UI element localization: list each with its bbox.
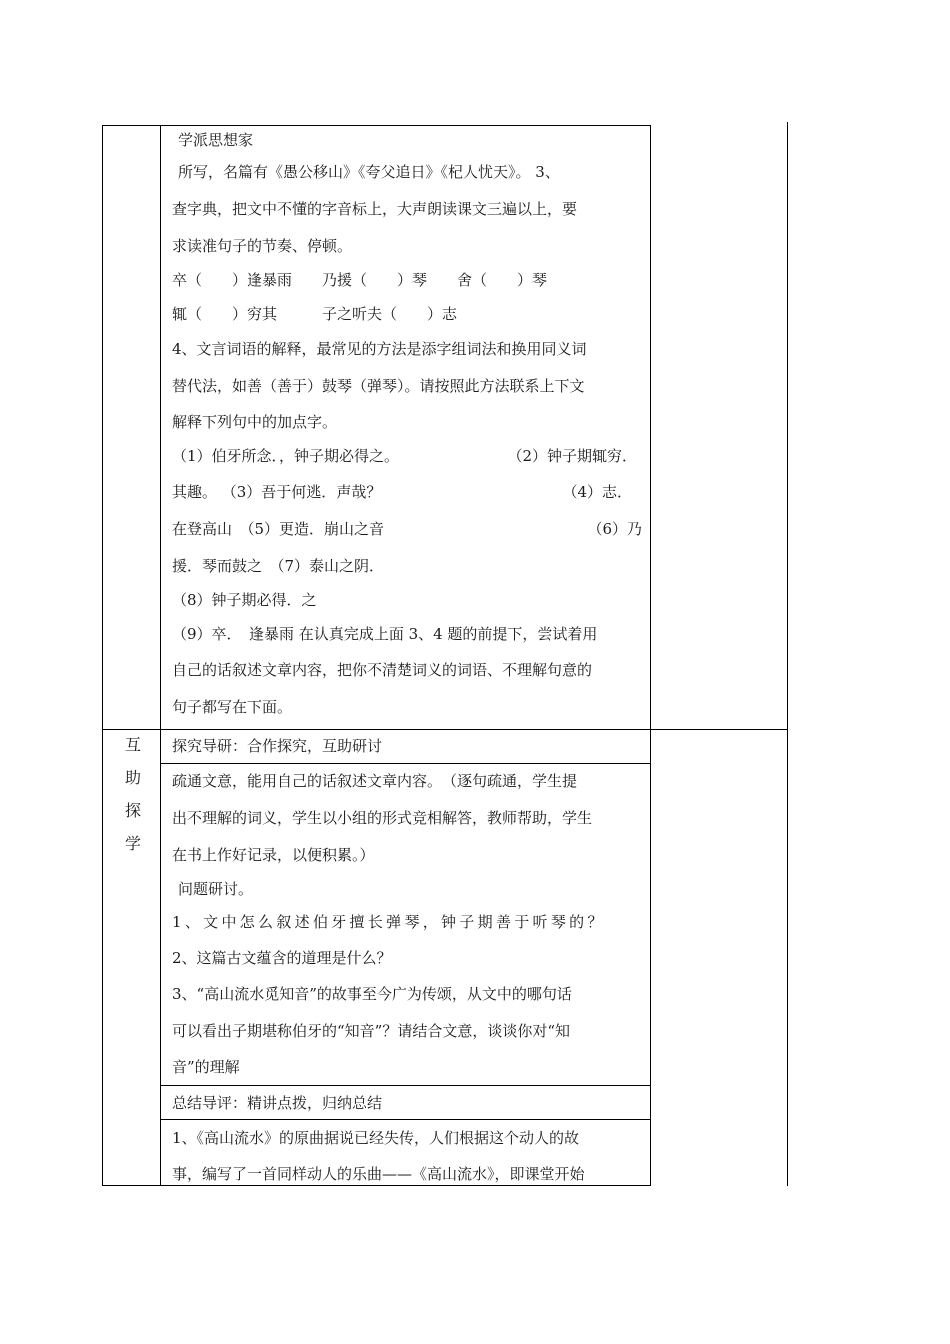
question-row-5: （8）钟子期必得．之	[172, 591, 317, 609]
section-label-char-1: 互	[124, 735, 141, 754]
section-label-char-3: 探	[124, 801, 141, 820]
intro-line-4: 求读准句子的节奏、停顿。	[172, 237, 353, 255]
intro-line-q7: 自己的话叙述文章内容，把你不清楚词义的词语、不理解句意的	[172, 661, 593, 679]
question-3: 其趣。 （3）吾于何逃．声哉？	[172, 483, 382, 501]
section-paragraph-4: 问题研讨。	[178, 880, 254, 898]
section-question-3-line-1: 3、“高山流水觅知音”的故事至今广为传颂，从文中的哪句话	[172, 985, 572, 1003]
intro-line-3: 查字典，把文中不懂的字音标上，大声朗读课文三遍以上，要	[172, 200, 578, 218]
intro-line-1: 学派思想家	[178, 131, 254, 149]
column-divider-content	[650, 125, 651, 1186]
section-heading: 探究导研：合作探究，互助研讨	[172, 737, 383, 755]
section-label-char-2: 助	[124, 768, 141, 787]
section-question-3-line-3: 音”的理解	[172, 1058, 240, 1076]
intro-line-q8: 句子都写在下面。	[172, 698, 293, 716]
question-row-3	[172, 519, 642, 539]
table-right-border	[787, 122, 788, 1186]
question-row-4: 援．琴而鼓之 （7）泰山之阴．	[172, 557, 385, 575]
table-top-border	[102, 125, 650, 126]
column-divider-label	[160, 125, 161, 1186]
pronunciation-line-2: 辄（ ）穷其 子之听夫（ ）志	[172, 305, 458, 323]
question-5: 在登高山 （5）更造．崩山之音	[172, 520, 385, 538]
section-question-3-line-2: 可以看出子期堪称伯牙的“知音”？请结合文意，谈谈你对“知	[172, 1022, 571, 1040]
section-paragraph-3: 在书上作好记录，以便积累。）	[172, 846, 375, 864]
table-bottom-border	[102, 1185, 650, 1186]
question-row-1	[172, 446, 637, 466]
row-divider-3	[160, 1085, 650, 1086]
intro-line-7: 4、文言词语的解释，最常见的方法是添字组词法和换用同义词	[172, 340, 587, 358]
question-row-6: （9）卒． 逢暴雨 在认真完成上面 3、4 题的前提下，尝试着用	[172, 625, 598, 643]
summary-heading: 总结导评：精讲点拨，归纳总结	[172, 1094, 383, 1112]
intro-line-9: 解释下列句中的加点字。	[172, 413, 338, 431]
question-row-2	[172, 482, 632, 502]
section-question-1: 1、文中怎么叙述伯牙擅长弹琴，钟子期善于听琴的？	[172, 913, 606, 931]
section-question-2: 2、这篇古文蕴含的道理是什么？	[172, 949, 392, 967]
section-paragraph-2: 出不理解的词义，学生以小组的形式竞相解答，教师帮助，学生	[172, 809, 593, 827]
row-divider-4	[160, 1119, 650, 1120]
summary-paragraph-1: 1、《高山流水》的原曲据说已经失传，人们根据这个动人的故	[172, 1129, 580, 1147]
question-1: （1）伯牙所念．，钟子期必得之。	[172, 447, 400, 465]
question-4: （4）志．	[562, 483, 632, 501]
row-divider-1	[102, 729, 788, 730]
section-paragraph-1: 疏通文意，能用自己的话叙述文章内容。 （逐句疏通，学生提	[172, 772, 578, 790]
row-divider-2	[160, 763, 650, 764]
question-6: （6）乃	[587, 520, 642, 538]
summary-paragraph-2: 事，编写了一首同样动人的乐曲——《高山流水》，即课堂开始	[172, 1165, 585, 1183]
section-label-char-4: 学	[124, 834, 141, 853]
intro-line-8: 替代法，如善（善于）鼓琴（弹琴）。请按照此方法联系上下文	[172, 377, 585, 395]
question-2: （2）钟子期辄穷．	[507, 447, 637, 465]
table-left-border	[102, 125, 103, 1186]
pronunciation-line-1: 卒（ ）逢暴雨 乃援（ ）琴 舍（ ）琴	[172, 271, 548, 289]
intro-line-2: 所写，名篇有《愚公移山》《夸父追日》《杞人忧天》。 3、	[178, 163, 560, 181]
